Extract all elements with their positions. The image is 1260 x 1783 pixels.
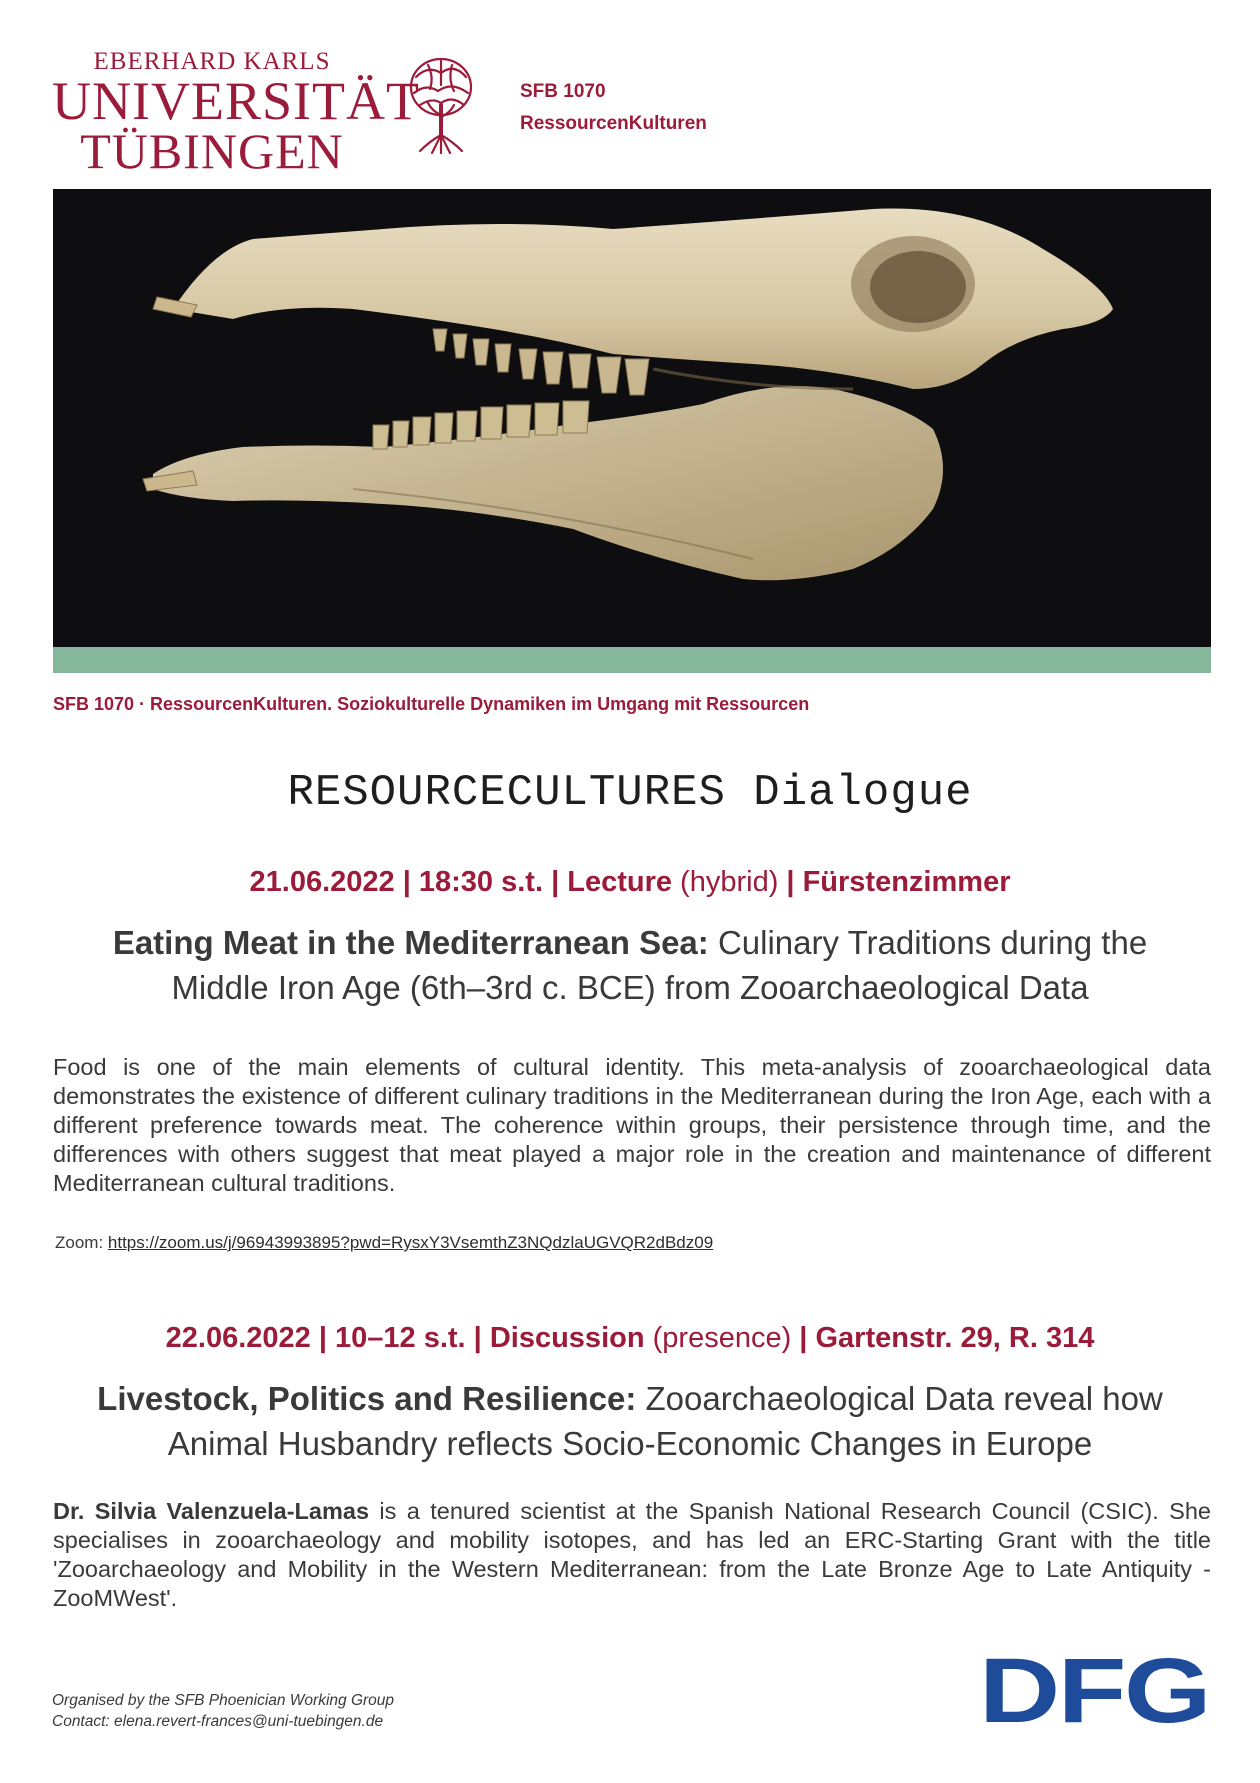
sfb-name: RessourcenKulturen xyxy=(520,113,707,134)
university-logo xyxy=(52,48,420,179)
event1-location: | Fürstenzimmer xyxy=(786,866,1011,898)
dfg-logo-text: DFG xyxy=(979,1650,1209,1730)
sfb-label-block xyxy=(520,76,707,140)
event2-title xyxy=(60,1376,1200,1466)
event2-location: | Gartenstr. 29, R. 314 xyxy=(799,1322,1095,1354)
event1-title-bold: Eating Meat in the Mediterranean Sea: xyxy=(112,924,709,961)
event2-info-line xyxy=(0,1322,1260,1355)
footer xyxy=(52,1690,394,1732)
tree-emblem-icon xyxy=(408,55,474,155)
event2-title-bold: Livestock, Politics and Resilience: xyxy=(97,1380,637,1417)
university-line1: EBERHARD KARLS xyxy=(93,48,331,75)
event1-mode: (hybrid) xyxy=(672,866,787,898)
speaker-name: Dr. Silvia Valenzuela-Lamas xyxy=(53,1498,370,1524)
animal-skull-photo xyxy=(53,189,1211,647)
event2-title-rest: Zooarchaeological Data reveal how Animal Husbandry reflects Socio-Economic Changes in Europe xyxy=(167,1380,1163,1462)
event1-info-line xyxy=(0,866,1260,899)
event1-title-rest: Culinary Traditions during the Middle Iron Age (6th–3rd c. BCE) from Zooarchaeological Data xyxy=(171,924,1148,1006)
organiser-line: Organised by the SFB Phoenician Working Group xyxy=(52,1692,395,1709)
zoom-link-line xyxy=(55,1233,713,1253)
event2-mode: (presence) xyxy=(644,1322,800,1354)
event1-date-time-type: 21.06.2022 | 18:30 s.t. | Lecture xyxy=(249,866,672,898)
speaker-bio-text: is a tenured scientist at the Spanish National Research Council (CSIC). She specialises in zooarchaeology and mobility isotopes, and has led an ERC-Starting Grant with the title 'Zooarchaeology and Mobility in the Western Mediterranean: from the Late Bronze Age to Late Antiquity - ZooMWest'. xyxy=(53,1498,1211,1611)
sfb-number: SFB 1070 xyxy=(520,81,606,102)
zoom-label: Zoom: xyxy=(55,1233,108,1252)
series-title: RESOURCECULTURES Dialogue xyxy=(287,768,973,818)
event1-title xyxy=(60,920,1200,1010)
dfg-logo xyxy=(978,1650,1211,1730)
event2-date-time-type: 22.06.2022 | 10–12 s.t. | Discussion xyxy=(165,1322,645,1354)
university-line3: TÜBINGEN xyxy=(80,123,344,179)
event1-abstract: Food is one of the main elements of cultural identity. This meta-analysis of zooarchaeological data demonstrates the existence of different culinary traditions in the Mediterranean during the Iron Age, each with a different preference towards meat. The coherence within groups, their persistence through time, and the differences with others suggest that meat played a major role in the creation and maintenance of different Mediterranean cultural traditions. xyxy=(53,1054,1211,1196)
event2-speaker-bio xyxy=(53,1497,1211,1613)
sfb-full-title: SFB 1070 · RessourcenKulturen. Soziokulturelle Dynamiken im Umgang mit Ressourcen xyxy=(53,694,810,714)
zoom-link[interactable]: https://zoom.us/j/96943993895?pwd=RysxY3VsemthZ3NQdzlaUGVQR2dBdz09 xyxy=(107,1233,714,1252)
contact-line: Contact: elena.revert-frances@uni-tuebingen.de xyxy=(52,1713,384,1730)
university-line2: UNIVERSITÄT xyxy=(52,71,420,131)
green-divider-bar xyxy=(53,647,1211,673)
